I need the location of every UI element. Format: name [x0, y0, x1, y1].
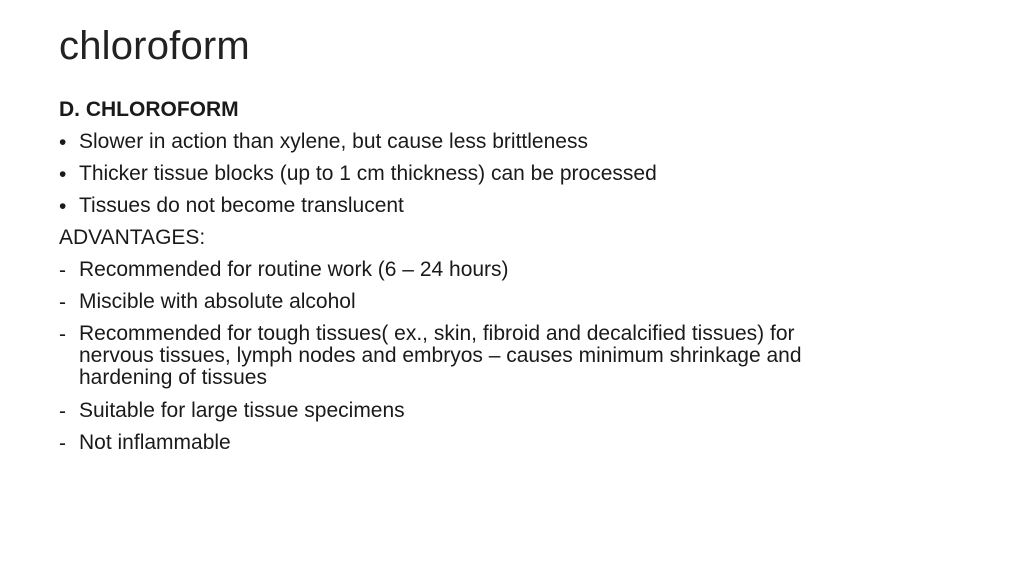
- advantages-label: ADVANTAGES:: [59, 225, 206, 249]
- bullet-item: [59, 190, 959, 222]
- slide-title: chloroform: [59, 24, 250, 68]
- bullet-text: Thicker tissue blocks (up to 1 cm thickness) can be processed: [79, 162, 657, 185]
- advantage-item: [59, 254, 959, 286]
- dash-marker: -: [59, 259, 66, 282]
- advantage-item: [59, 395, 959, 427]
- advantage-text: Recommended for routine work (6 – 24 hours): [79, 258, 509, 281]
- bullet-item: [59, 126, 959, 158]
- bullet-marker: •: [59, 195, 67, 218]
- slide-content: [59, 94, 959, 459]
- dash-marker: -: [59, 291, 66, 314]
- advantage-item: [59, 427, 959, 459]
- advantage-text: Suitable for large tissue specimens: [79, 399, 405, 422]
- dash-marker: -: [59, 323, 66, 346]
- advantage-item: [59, 318, 959, 395]
- bullet-marker: •: [59, 163, 67, 186]
- dash-marker: -: [59, 432, 66, 455]
- bullet-text: Tissues do not become translucent: [79, 194, 404, 217]
- dash-marker: -: [59, 400, 66, 423]
- advantage-text: Miscible with absolute alcohol: [79, 290, 356, 313]
- bullet-marker: •: [59, 131, 67, 154]
- bullet-text: Slower in action than xylene, but cause less brittleness: [79, 130, 588, 153]
- bullet-item: [59, 158, 959, 190]
- advantage-text: Recommended for tough tissues( ex., skin, fibroid and decalcified tissues) for nervous tissues, lymph nodes and embryos – causes minimum shrinkage and hardening of tissues: [79, 322, 802, 389]
- advantage-item: [59, 286, 959, 318]
- section-heading: D. CHLOROFORM: [59, 97, 239, 121]
- advantage-text: Not inflammable: [79, 431, 231, 454]
